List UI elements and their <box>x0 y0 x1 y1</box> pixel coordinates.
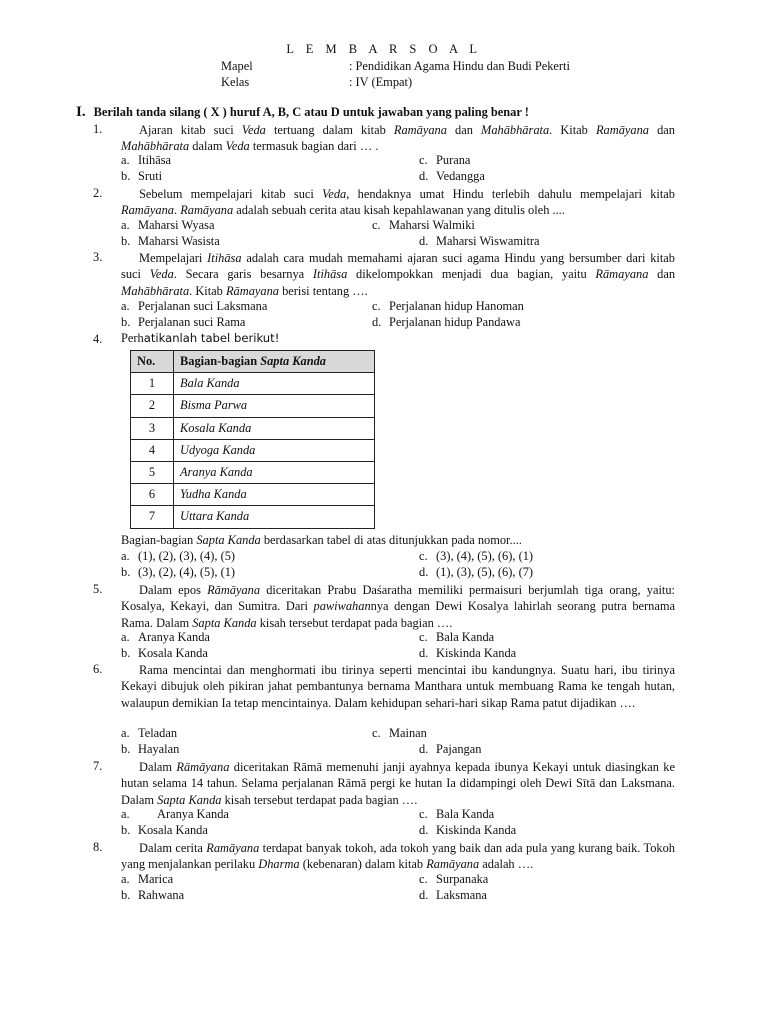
option-c[interactable]: c. Maharsi Walmiki <box>372 218 475 232</box>
table-row: 1 Bala Kanda <box>131 373 375 395</box>
question-text: Bagian-bagian Sapta Kanda berdasarkan tabel di atas ditunjukkan pada nomor.... <box>121 533 522 547</box>
table-row: 4 Udyoga Kanda <box>131 439 375 461</box>
option-d[interactable]: d. Maharsi Wiswamitra <box>419 234 540 248</box>
option-b[interactable]: b. Perjalanan suci Rama <box>121 315 246 329</box>
option-c[interactable]: c. Perjalanan hidup Hanoman <box>372 299 524 313</box>
question-number: 8. <box>93 840 103 854</box>
option-d[interactable]: d. Laksmana <box>419 888 487 902</box>
kelas-value: : IV (Empat) <box>349 75 413 89</box>
option-d[interactable]: d. Perjalanan hidup Pandawa <box>372 315 521 329</box>
option-a[interactable]: a. Maharsi Wyasa <box>121 218 215 232</box>
mapel-row <box>221 59 570 74</box>
question-text: Perhatikanlah tabel berikut! <box>121 331 280 345</box>
question-number: 1. <box>93 122 103 136</box>
option-b[interactable]: b. (3), (2), (4), (5), (1) <box>121 565 236 579</box>
option-c[interactable]: c. Bala Kanda <box>419 807 495 821</box>
table-row: 5 Aranya Kanda <box>131 461 375 483</box>
table-row: 2 Bisma Parwa <box>131 395 375 417</box>
option-c[interactable]: c. Bala Kanda <box>419 630 495 644</box>
kelas-row <box>221 75 413 90</box>
mapel-label: Mapel <box>221 59 253 73</box>
option-c[interactable]: c. (3), (4), (5), (6), (1) <box>419 549 534 563</box>
mapel-value: : Pendidikan Agama Hindu dan Budi Pekerti <box>349 59 570 73</box>
question-text: Ajaran kitab suci Veda tertuang dalam kitab Ramāyana dan Mahābhārata. Kitab Ramāyana dan Mahābhārata dalam Veda termasuk bagian dari … . <box>121 123 675 154</box>
option-d[interactable]: d. Vedangga <box>419 169 485 183</box>
question-text: Dalam Rāmāyana diceritakan Rāmā memenuhi janji ayahnya kepada ibunya Kekayi untuk diasingkan ke hutan selama 14 tahun. Selama perjalanan Rāmā pergi ke hutan Ia didampingi oleh Dewi Sītā dan Laksmana. Dalam Sapta Kanda kisah tersebut terdapat pada bagian …. <box>121 760 675 807</box>
question-number: 3. <box>93 250 103 264</box>
table-header-row <box>131 351 375 373</box>
option-d[interactable]: d. Kiskinda Kanda <box>419 823 517 837</box>
section-heading <box>76 104 696 121</box>
option-d[interactable]: d. Pajangan <box>419 742 482 756</box>
table-header-no: No. <box>131 351 174 373</box>
question-number: 5. <box>93 582 103 596</box>
section-roman: I. <box>76 104 86 120</box>
option-b[interactable]: b. Rahwana <box>121 888 185 902</box>
option-a[interactable]: a. Marica <box>121 872 174 886</box>
section-instruction: Berilah tanda silang ( X ) huruf A, B, C atau D untuk jawaban yang paling benar ! <box>93 105 529 119</box>
question-text: Dalam cerita Ramāyana terdapat banyak tokoh, ada tokoh yang baik dan ada pula yang kurang baik. Tokoh yang menjalankan perilaku Dharma (kebenaran) dalam kitab Ramāyana adalah …. <box>121 841 675 872</box>
option-d[interactable]: d. Kiskinda Kanda <box>419 646 517 660</box>
question-number: 7. <box>93 759 103 773</box>
page-title: L E M B A R S O A L <box>286 42 482 56</box>
question-text: Dalam epos Rāmāyana diceritakan Prabu Daśaratha memiliki permaisuri berjumlah tiga orang, yaitu: Kosalya, Kekayi, dan Sumitra. Dari pawiwahannya dengan Dewi Kosalya lahirlah seorang putra bernama Rama. Dalam Sapta Kanda kisah tersebut terdapat pada bagian …. <box>121 583 675 630</box>
kelas-label: Kelas <box>221 75 250 89</box>
option-b[interactable]: b. Maharsi Wasista <box>121 234 220 248</box>
option-c[interactable]: c. Purana <box>419 153 471 167</box>
sapta-kanda-table <box>130 350 375 529</box>
question-text: Sebelum mempelajari kitab suci Veda, hendaknya umat Hindu terlebih dahulu mempelajari kitab Ramāyana. Ramāyana adalah sebuah cerita atau kisah kepahlawanan yang ditulis oleh .... <box>121 187 676 218</box>
option-a[interactable]: a. Perjalanan suci Laksmana <box>121 299 268 313</box>
option-c[interactable]: c. Surpanaka <box>419 872 489 886</box>
option-b[interactable]: b. Kosala Kanda <box>121 823 208 837</box>
table-row: 3 Kosala Kanda <box>131 417 375 439</box>
question-text: Mempelajari Itihāsa adalah cara mudah memahami ajaran suci agama Hindu yang bersumber dari kitab suci Veda. Secara garis besarnya Itihāsa dikelompokkan menjadi dua bagian, yaitu Rāmayana dan Mahābhārata. Kitab Rāmayana berisi tentang …. <box>121 251 676 298</box>
option-a[interactable]: a. Itihāsa <box>121 153 172 167</box>
option-d[interactable]: d. (1), (3), (5), (6), (7) <box>419 565 534 579</box>
option-b[interactable]: b. Sruti <box>121 169 163 183</box>
option-a[interactable]: a. Aranya Kanda <box>121 807 229 821</box>
option-a[interactable]: a. Teladan <box>121 726 178 740</box>
question-number: 2. <box>93 186 103 200</box>
option-b[interactable]: b. Kosala Kanda <box>121 646 208 660</box>
option-a[interactable]: a. Aranya Kanda <box>121 630 210 644</box>
table-row: 6 Yudha Kanda <box>131 484 375 506</box>
table-row: 7 Uttara Kanda <box>131 506 375 528</box>
table-header-part: Bagian-bagian Sapta Kanda <box>174 351 375 373</box>
question-text: Rama mencintai dan menghormati ibu tirinya seperti mencintai ibu kandungnya. Suatu hari, ibu tirinya Kekayi dibujuk oleh pikiran jahat pembantunya bernama Manthara untuk membuang Rama ke tengah hutan, walaupun demikian Ia tetap mencintainya. Dalam kehidupan sehari-hari sikap Rama patut dijadikan …. <box>121 663 675 710</box>
option-c[interactable]: c. Mainan <box>372 726 427 740</box>
question-number: 4. <box>93 332 103 346</box>
question-number: 6. <box>93 662 103 676</box>
option-b[interactable]: b. Hayalan <box>121 742 180 756</box>
option-a[interactable]: a. (1), (2), (3), (4), (5) <box>121 549 236 563</box>
